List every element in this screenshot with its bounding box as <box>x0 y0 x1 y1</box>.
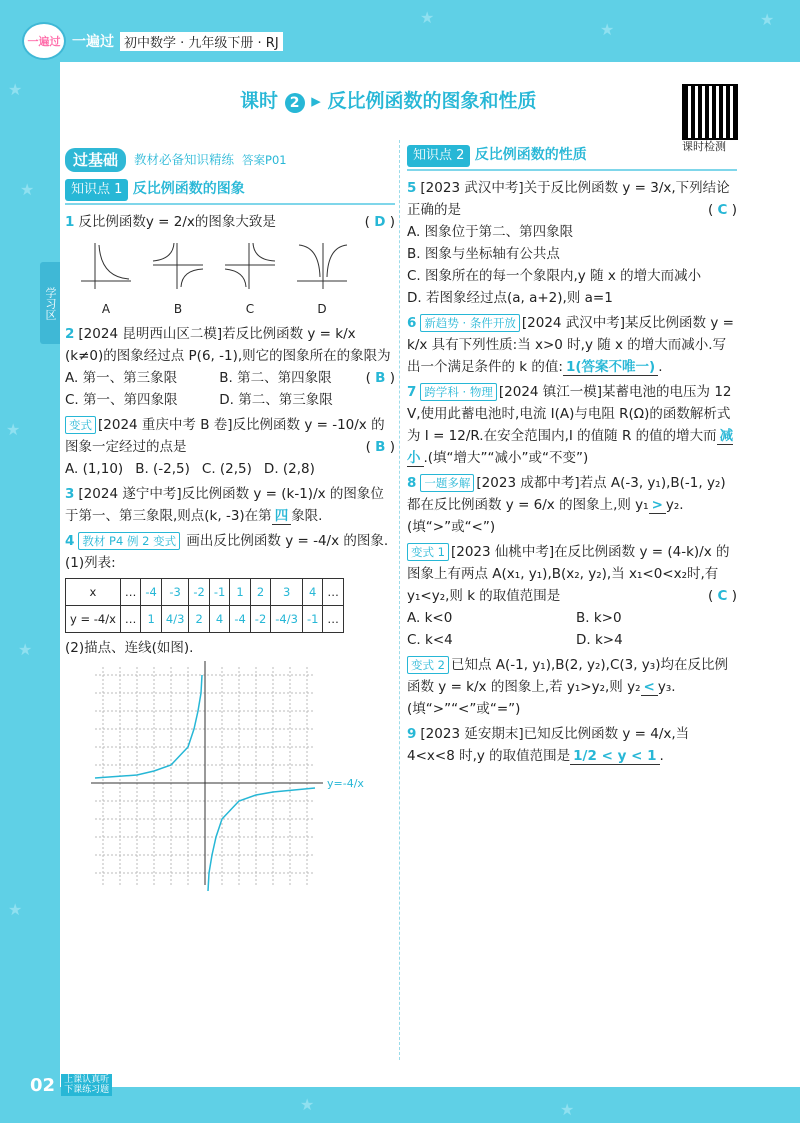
graph-a-icon <box>77 239 135 291</box>
topic-tag: 一题多解 <box>420 474 474 492</box>
fill-answer: 1/2 < y < 1 <box>570 748 659 765</box>
question-2: 2 [2024 昆明西山区二模]若反比例函数 y = k/x (k≠0)的图象经过点 P(6, -1),则它的图象所在的象限为 ( B ) A. 第一、第三象限 B. 第二、第四象限 C. 第一、第四象限 D. 第二、第三象限 <box>65 323 395 411</box>
kp-title: 反比例函数的性质 <box>474 147 587 163</box>
option: D. 若图象经过点(a, a+2),则 a=1 <box>407 290 613 306</box>
fill-answer: < <box>641 679 658 696</box>
variant-tag: 变式 <box>65 416 96 434</box>
background-stars: ★ ★ ★ ★ ★ ★ ★ ★ ★ ★ <box>6 8 775 1119</box>
question-7 <box>407 381 737 469</box>
column-divider <box>399 140 400 1060</box>
question-text: [2024 重庆中考 B 卷]反比例函数 y = -10/x 的图象一定经过的点是 <box>65 417 385 455</box>
knowledge-point-1 <box>65 178 395 205</box>
table-cell: 1 <box>141 606 161 633</box>
option: A. (1,10) <box>65 461 124 477</box>
answer: C <box>717 588 728 604</box>
option: B. k>0 <box>576 610 622 626</box>
section-banner <box>65 148 395 172</box>
graph-option-b <box>149 239 207 320</box>
graph-label: B <box>173 302 183 316</box>
question-number: 2 <box>65 326 75 342</box>
table-cell: … <box>120 606 141 633</box>
answer: C <box>717 202 728 218</box>
left-column <box>65 148 395 901</box>
question-text: 反比例函数y = 2/x的图象大致是 <box>78 214 276 230</box>
kp-title: 反比例函数的图象 <box>132 181 245 197</box>
topic-tag: 跨学科 · 物理 <box>420 383 496 401</box>
footer-note-1: 上课认真听 <box>64 1075 110 1085</box>
graph-label: D <box>317 302 327 316</box>
question-number: 4 <box>65 533 75 549</box>
option: C. 第一、第四象限 <box>65 392 178 408</box>
options <box>407 607 737 651</box>
graph-option-c <box>221 239 279 320</box>
variant-tag: 变式 1 <box>407 543 449 561</box>
option: B. 图象与坐标轴有公共点 <box>407 246 560 262</box>
question-1: 1 反比例函数y = 2/x的图象大致是 ( D ) <box>65 214 395 230</box>
question-text-end: .(填“增大”“减小”或“不变”) <box>423 450 589 466</box>
question-text: [2024 镇江一模]某蓄电池的电压为 12 V,使用此蓄电池时,电流 I(A)与电阻 R(Ω)的函数解析式为 I = 12/R.在安全范围内,I 的值随 R 的值的增大而 <box>407 384 732 444</box>
table-cell: 1 <box>230 579 250 606</box>
question-text: 画出反比例函数 y = -4/x 的图象. <box>186 533 389 549</box>
question-text-end: y₂.(填“>”或“<”) <box>407 497 684 535</box>
table-cell: -1 <box>302 606 322 633</box>
fill-answer: 四 <box>272 508 292 525</box>
graph-b-icon <box>149 239 207 291</box>
curve-label: y=-4/x <box>327 777 364 790</box>
option: D. k>4 <box>576 632 623 648</box>
qr-code[interactable] <box>682 84 738 140</box>
question-text: [2023 武汉中考]关于反比例函数 y = 3/x,下列结论正确的是 <box>407 180 730 218</box>
graph-d-icon <box>293 239 351 291</box>
question-text: [2023 仙桃中考]在反比例函数 y = (4-k)/x 的图象上有两点 A(x₁, y₁),B(x₂, y₂),当 x₁<0<x₂时,有 y₁<y₂,则 k 的取值范围是 <box>407 544 730 604</box>
table-cell: -2 <box>250 606 270 633</box>
table-cell: -4 <box>230 606 250 633</box>
lesson-number: 2 <box>285 93 305 113</box>
question-9 <box>407 723 737 767</box>
topic-tag: 新趋势 · 条件开放 <box>420 314 519 332</box>
footer-note-2: 下课练习题 <box>64 1085 110 1095</box>
qr-label: 课时检测 <box>682 140 726 153</box>
graph-c-icon <box>221 239 279 291</box>
table-cell: -2 <box>189 579 209 606</box>
logo: 一遍过 <box>22 22 66 60</box>
question-6: 6 新趋势 · 条件开放 [2024 武汉中考]某反比例函数 y = k/x 具有下列性质:当 x>0 时,y 随 x 的增大而减小.写出一个满足条件的 k 的值: 1(答案不唯一) . <box>407 315 734 375</box>
banner-answer-ref: 答案P01 <box>242 153 287 167</box>
answer: B <box>375 439 386 455</box>
q1-graphs <box>77 239 395 320</box>
question-text: [2024 遂宁中考]反比例函数 y = (k-1)/x 的图象位于第一、第三象限,则点(k, -3)在第 <box>65 486 384 524</box>
question-number: 3 <box>65 486 75 502</box>
graph-label: A <box>101 302 111 316</box>
page-title <box>240 86 536 113</box>
footer <box>30 1074 112 1096</box>
source-tag: 教材 P4 例 2 变式 <box>78 532 180 550</box>
lesson-label: 课时 <box>240 90 279 112</box>
function-graph <box>83 659 383 891</box>
step-1: (1)列表: <box>65 555 116 571</box>
option: D. 第二、第三象限 <box>219 392 333 408</box>
variant-1: 变式 1 [2023 仙桃中考]在反比例函数 y = (4-k)/x 的图象上有两点 A(x₁, y₁),B(x₂, y₂),当 x₁<0<x₂时,有 y₁<y₂,则 k 的取值范围是 ( C ) A. k<0 B. k>0 C. k<4 D. k>4 <box>407 541 737 651</box>
graph-option-d <box>293 239 351 320</box>
question-text: [2024 昆明西山区二模]若反比例函数 y = k/x (k≠0)的图象经过点 P(6, -1),则它的图象所在的象限为 <box>65 326 391 364</box>
question-5: 5 [2023 武汉中考]关于反比例函数 y = 3/x,下列结论正确的是 ( C ) A. 图象位于第二、第四象限 B. 图象与坐标轴有公共点 C. 图象所在的每一个象限内,y 随 x 的增大而减小 D. 若图象经过点(a, a+2),则 a=1 <box>407 177 737 309</box>
kp-tag: 知识点 2 <box>407 145 470 167</box>
question-text: 已知点 A(-1, y₁),B(2, y₂),C(3, y₃)均在反比例函数 y = k/x 的图象上,若 y₁>y₂,则 y₂ <box>407 657 728 695</box>
table-header: x <box>66 579 121 606</box>
table-cell: 4 <box>209 606 229 633</box>
option: A. k<0 <box>407 610 453 626</box>
table-cell: -3 <box>161 579 189 606</box>
table-cell: … <box>323 606 344 633</box>
question-text-end: y₃.(填“>”“<”或“=”) <box>407 679 676 717</box>
table-cell: -4/3 <box>271 606 303 633</box>
fill-answer: > <box>649 497 666 514</box>
footer-note <box>61 1074 112 1096</box>
table-cell: 3 <box>271 579 303 606</box>
fill-answer: 1(答案不唯一) <box>563 359 658 376</box>
option: A. 图象位于第二、第四象限 <box>407 224 574 240</box>
question-text-end: . <box>659 748 664 764</box>
options <box>65 458 395 480</box>
table-cell: … <box>120 579 141 606</box>
page-number: 02 <box>30 1074 56 1096</box>
question-number: 1 <box>65 214 75 230</box>
table-cell: -4 <box>141 579 161 606</box>
table-cell: 4/3 <box>161 606 189 633</box>
table-row <box>66 606 344 633</box>
variant-2 <box>407 654 737 720</box>
table-cell: -1 <box>209 579 229 606</box>
question-8 <box>407 472 737 538</box>
table-cell: … <box>323 579 344 606</box>
table-cell: 4 <box>302 579 322 606</box>
question-text: [2023 延安期末]已知反比例函数 y = 4/x,当 4<x<8 时,y 的取值范围是 <box>407 726 690 764</box>
question-3 <box>65 483 395 527</box>
variant-question: 变式 [2024 重庆中考 B 卷]反比例函数 y = -10/x 的图象一定经过的点是 ( B ) A. (1,10) B. (-2,5) C. (2,5) D. (2,8) <box>65 414 395 480</box>
question-number: 9 <box>407 726 417 742</box>
question-text: [2024 武汉中考]某反比例函数 y = k/x 具有下列性质:当 x>0 时,y 随 x 的增大而减小.写出一个满足条件的 k 的值: <box>407 315 734 375</box>
side-tab: 学习区 <box>40 262 60 344</box>
answer: B <box>375 370 386 386</box>
option: D. (2,8) <box>263 461 315 477</box>
table-cell: 2 <box>189 606 209 633</box>
kp-tag: 知识点 1 <box>65 179 128 201</box>
right-column <box>407 138 737 770</box>
question-number: 7 <box>407 384 417 400</box>
value-table <box>65 578 344 633</box>
banner-subtitle: 教材必备知识精练 <box>134 152 235 167</box>
option: A. 第一、第三象限 <box>65 370 178 386</box>
knowledge-point-2 <box>407 144 737 171</box>
variant-tag: 变式 2 <box>407 656 449 674</box>
question-4 <box>65 530 395 898</box>
book-info: 初中数学 · 九年级下册 · RJ <box>120 32 283 51</box>
table-cell: 2 <box>250 579 270 606</box>
graph-label: C <box>245 302 255 316</box>
question-number: 8 <box>407 475 417 491</box>
table-row <box>66 579 344 606</box>
fill-answer: 减小 <box>407 428 734 466</box>
option: C. 图象所在的每一个象限内,y 随 x 的增大而减小 <box>407 268 702 284</box>
question-number: 6 <box>407 315 417 331</box>
step-2: (2)描点、连线(如图). <box>65 640 194 656</box>
header <box>0 0 800 62</box>
answer: D <box>374 214 386 230</box>
option: B. (-2,5) <box>135 461 190 477</box>
brand-name: 一遍过 <box>72 34 114 50</box>
option: C. k<4 <box>407 632 453 648</box>
brand <box>22 22 283 60</box>
table-header: y = -4/x <box>66 606 121 633</box>
graph-option-a <box>77 239 135 320</box>
arrow-icon: ▸ <box>311 90 321 112</box>
question-number: 5 <box>407 180 417 196</box>
option: C. (2,5) <box>201 461 252 477</box>
option: B. 第二、第四象限 <box>219 370 332 386</box>
options <box>65 367 366 411</box>
lesson-name: 反比例函数的图象和性质 <box>327 90 537 112</box>
question-text-end: 象限. <box>291 508 323 524</box>
question-text: [2023 成都中考]若点 A(-3, y₁),B(-1, y₂)都在反比例函数 y = 6/x 的图象上,则 y₁ <box>407 475 726 513</box>
banner-title: 过基础 <box>65 148 126 172</box>
